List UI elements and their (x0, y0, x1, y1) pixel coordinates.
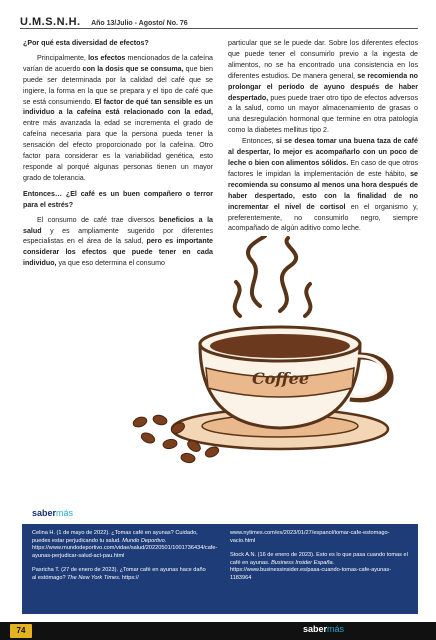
reference-entry: www.nytimes.com/es/2023/01/27/espanol/tomar-cafe-estomago-vacio.html (230, 530, 390, 544)
coffee-beans (128, 412, 228, 464)
reference-entry: Stock A.N. (16 de enero de 2023). Esto es lo que pasa cuando tomas el café en ayunas. Business Insider España. https://www.businessinsider.es/pasa-cuando-tomas-cafe-ayunas-1183964 (230, 552, 408, 581)
section-question-1: ¿Por qué esta diversidad de efectos? (23, 39, 149, 47)
footer-bar (0, 622, 436, 640)
reference-entry: Pasricha T. (27 de enero de 2023). ¿Tomar café en ayunas hace daño al estómago? The New York Times. https:// (32, 567, 206, 581)
references-right (230, 530, 408, 590)
reference-entry: Celina H. (1 de mayo de 2022). ¿Tomas café en ayunas? Cuidado, puedes estar perjudicando tu salud. Mundo Deportivo. https://www.mundodeportivo.com/vidae/salud/20220501/1001736434/cafe-ayunas-perjudicar-salud-act-pau.html (32, 530, 218, 559)
references-left (32, 530, 218, 590)
paragraph: El consumo de café trae diversos beneficios a la salud y es ampliamente sugerido por diferentes especialistas en el área de la salud, pero es importante considerar los efectos que puede tener en cada individuo, ya que eso determina el consumo (23, 215, 214, 268)
right-text-column (228, 38, 418, 234)
references-box (22, 524, 418, 614)
footer-saber-mas-logo: sabermás (303, 624, 345, 634)
institution-name: U.M.S.N.H. (20, 16, 81, 28)
saber-mas-logo: sabermás (32, 508, 74, 518)
paragraph: Entonces, si se desea tomar una buena taza de café al despertar, lo mejor es acompañarlo con un poco de leche o bien con alimentos sólidos. En caso de que otros factores le impidan la implementación de este hábito, se recomienda su consumo al menos una hora después de haber despertado, esto con la finalidad de no incrementar el nivel de cortisol en el organismo y, preferentemente, no consumirlo negro, siempre acompañado de algún aditivo como leche. (228, 137, 419, 233)
page-number: 74 (10, 624, 32, 638)
issue-info: Año 13/Julio - Agosto/ No. 76 (91, 20, 188, 27)
header-divider (20, 28, 418, 29)
paragraph: Principalmente, los efectos mencionados de la cafeína varían de acuerdo con la dosis que se consuma, que bien puede ser determinada por la calidad del café que se ingiere, la forma en la que se prepara y el tipo de café que se está consumiendo. El factor de qué tan sensible es un individuo a la cafeína está relacionado con la edad, entre más avanzada la edad se incrementa el grado de cafeína necesaria para que la persona pueda tener la sensación del efecto proporcionado por la cafeína. Otro factor para considerar es la variabilidad genética, esto responde al porqué algunas personas tienen un mayor grado de tolerancia. (23, 53, 214, 182)
left-text-column (23, 38, 213, 269)
cup-logo-text: Coffee (252, 369, 309, 388)
steam-swirls (235, 236, 311, 316)
paragraph: particular que se le puede dar. Sobre los diferentes efectos que puede tener el consumirlo previo a la ingesta de alimentos, no se ha encontrado una consistencia en los diferentes estudios. De manera general, se recomienda no prolongar el período de ayuno después de haber despertado, pues puede traer otro tipo de efectos adversos a la salud, como un mayor almacenamiento de grasas o una desregulación hormonal que termine en otra patología como la diabetes mellitus tipo 2. (228, 39, 419, 135)
section-question-2: Entonces… ¿El café es un buen compañero o terror para el estrés? (23, 189, 213, 209)
